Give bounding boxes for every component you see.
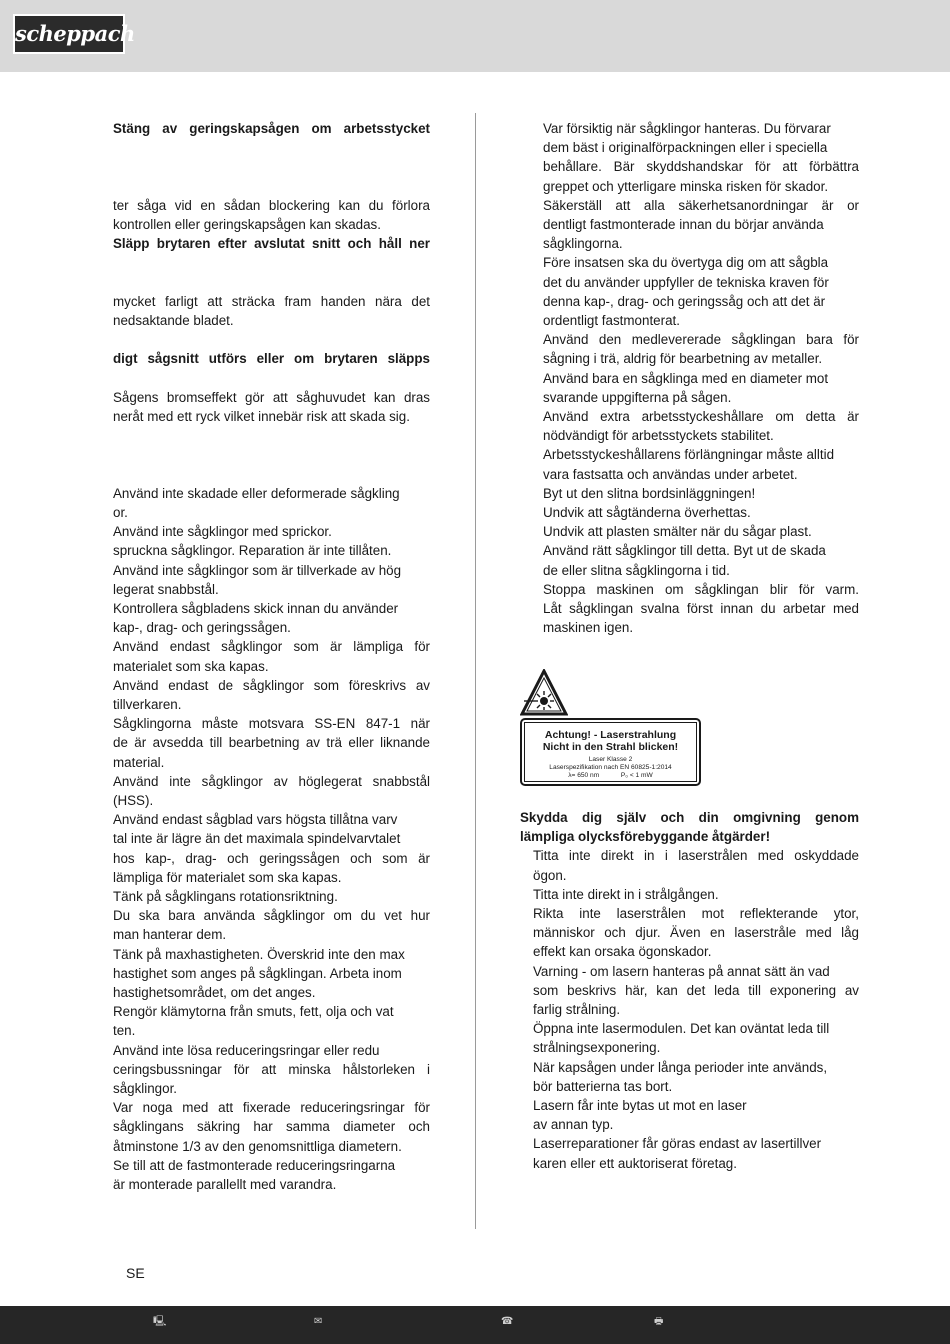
brand-logo: scheppach bbox=[13, 14, 125, 54]
text-line: materialet som ska kapas. bbox=[113, 658, 269, 674]
text-line: digt sågsnitt utförs eller om brytaren släpps bbox=[113, 351, 430, 367]
text-line: nödvändigt för arbetsstyckets stabilitet. bbox=[543, 428, 774, 444]
text-line: Använd endast sågblad vars högsta tillåtna varv bbox=[113, 812, 398, 828]
text-line: sågklingorna. bbox=[543, 236, 623, 252]
laser-label-line2: Nicht in den Strahl blicken! bbox=[542, 741, 679, 753]
text-line: behållare. Bär skyddshandskar för att förbättra bbox=[543, 159, 859, 175]
laser-warning-icon bbox=[520, 669, 568, 717]
text-line: Varning - om lasern hanteras på annat sätt än vad bbox=[533, 963, 830, 979]
text-line: denna kap-, drag- och geringssåg och att det är bbox=[543, 293, 826, 309]
text-line: Öppna inte lasermodulen. Det kan oväntat leda till bbox=[533, 1021, 830, 1037]
text-line: Tänk på sågklingans rotationsriktning. bbox=[113, 889, 338, 905]
text-line: lämpliga för materialet som ska kapas. bbox=[113, 869, 342, 885]
text-line: hastighet som anges på sågklingan. Arbeta inom bbox=[113, 965, 402, 981]
text-line: Var försiktig när sågklingor hanteras. Du förvarar bbox=[543, 121, 831, 136]
text-line: Använd inte sågklingor med sprickor. bbox=[113, 524, 332, 540]
laser-label-line4: Laserspezifikation nach EN 60825-1:2014 bbox=[549, 764, 672, 771]
text-line: Tänk på maxhastigheten. Överskrid inte den max bbox=[113, 946, 405, 962]
text-line: material. bbox=[113, 754, 165, 770]
text-line: När kapsågen under långa perioder inte används, bbox=[533, 1059, 828, 1075]
paragraph-spacer bbox=[113, 138, 430, 196]
text-line: Du ska bara använda sågklingor om du vet hur bbox=[113, 908, 430, 924]
text-line: det du använder uppfyller de tekniska kraven för bbox=[543, 274, 829, 290]
text-line: tillverkaren. bbox=[113, 697, 182, 713]
text-line: Titta inte direkt in i strålgången. bbox=[533, 886, 719, 902]
text-line: farlig strålning. bbox=[533, 1002, 621, 1018]
text-line: legerat snabbstål. bbox=[113, 581, 219, 597]
laser-warning-label bbox=[520, 718, 701, 786]
text-line: Låt sågklingan svalna först innan du arbetar med bbox=[543, 601, 859, 617]
text-line: maskinen igen. bbox=[543, 620, 634, 636]
text-line: Sågens bromseffekt gör att såghuvudet kan dras bbox=[113, 389, 430, 405]
text-line: Arbetsstyckeshållarens förlängningar måste alltid bbox=[543, 447, 835, 463]
text-line: man hanterar dem. bbox=[113, 927, 227, 943]
text-line: or. bbox=[113, 504, 128, 520]
text-line: är monterade parallellt med varandra. bbox=[113, 1177, 337, 1193]
text-line: sågklingor. bbox=[113, 1081, 178, 1097]
text-line: Rengör klämytorna från smuts, fett, olja och vat bbox=[113, 1004, 394, 1020]
text-line: Stoppa maskinen om sågklingan blir för varm. bbox=[543, 581, 859, 597]
text-line: ceringsbussningar för att minska hålstorleken i bbox=[113, 1061, 430, 1077]
text-line: Se till att de fastmonterade reduceringsringarna bbox=[113, 1157, 396, 1173]
text-line: hos kap-, drag- och geringssågen och som är bbox=[113, 850, 430, 866]
text-line: strålningsexponering. bbox=[533, 1040, 661, 1056]
right-column-top bbox=[543, 119, 859, 637]
text-line: hastighetsområdet, om det anges. bbox=[113, 985, 316, 1001]
laser-label-line5 bbox=[525, 772, 696, 780]
text-line: kap-, drag- och geringssågen. bbox=[113, 620, 291, 636]
text-line: Skydda dig själv och din omgivning genom bbox=[520, 810, 859, 825]
text-line: som beskrivs här, kan det leda till exponering av bbox=[533, 982, 859, 998]
text-line: Sågklingorna måste motsvara SS-EN 847-1 när bbox=[113, 716, 430, 732]
text-line: Lasern får inte bytas ut mot en laser bbox=[533, 1098, 747, 1114]
laser-power: P₀ < 1 mW bbox=[620, 772, 653, 779]
text-line: Använd extra arbetsstyckeshållare om detta är bbox=[543, 409, 859, 425]
phone-icon: ☎ bbox=[501, 1316, 514, 1327]
left-column bbox=[113, 119, 430, 1194]
text-line: greppet och ytterligare minska risken för skador. bbox=[543, 178, 829, 194]
text-line: Använd inte sågklingor av höglegerat snabbstål bbox=[113, 773, 430, 789]
page-language-code: SE bbox=[126, 1265, 145, 1281]
text-line: vara fastsatta och användas under arbetet. bbox=[543, 466, 798, 482]
text-line: nedsaktande bladet. bbox=[113, 313, 234, 328]
column-divider bbox=[475, 113, 476, 1229]
text-line: Använd inte skadade eller deformerade sågkling bbox=[113, 485, 400, 501]
text-line: Använd bara en sågklinga med en diameter mot bbox=[543, 370, 829, 386]
text-line: ter såga vid en sådan blockering kan du förlora bbox=[113, 197, 430, 213]
text-line: spruckna sågklingor. Reparation är inte tillåten. bbox=[113, 543, 392, 559]
laser-wavelength: λ= 650 nm bbox=[568, 772, 600, 779]
text-line: de eller slitna sågklingorna i tid. bbox=[543, 562, 730, 578]
text-line: Före insatsen ska du övertyga dig om att sågbla bbox=[543, 255, 829, 271]
text-line: Använd inte lösa reduceringsringar eller redu bbox=[113, 1042, 380, 1058]
text-line: bör batterierna tas bort. bbox=[533, 1078, 673, 1094]
text-line: de är avsedda till bearbetning av trä eller liknande bbox=[113, 735, 430, 751]
text-line: sågklingans säkring har samma diameter och bbox=[113, 1119, 430, 1135]
text-line: kontrollen eller geringskapsågen kan skadas. bbox=[113, 217, 381, 232]
text-line: tal inte är lägre än det maximala spindelvarvtalet bbox=[113, 831, 401, 847]
text-line: ten. bbox=[113, 1023, 136, 1039]
text-line: Använd endast sågklingor som är lämpliga för bbox=[113, 639, 430, 655]
right-column-bottom bbox=[520, 808, 859, 1173]
text-line: Säkerställ att alla säkerhetsanordningar är or bbox=[543, 197, 859, 213]
text-line: Stäng av geringskapsågen om arbetsstycket bbox=[113, 121, 430, 136]
fax-icon: 🖶 bbox=[654, 1316, 664, 1327]
text-line: Laserreparationer får göras endast av lasertillver bbox=[533, 1136, 822, 1152]
text-line: lämpliga olycksförebyggande åtgärder! bbox=[520, 829, 771, 845]
text-line: dem bäst i originalförpackningen eller i speciella bbox=[543, 140, 828, 156]
text-line: effekt kan orsaka ögonskador. bbox=[533, 944, 712, 960]
text-line: Var noga med att fixerade reduceringsringar för bbox=[113, 1100, 430, 1116]
text-line: människor och djur. Även en laserstråle med låg bbox=[533, 925, 859, 941]
paragraph-spacer bbox=[113, 426, 430, 484]
text-line: av annan typ. bbox=[533, 1117, 614, 1133]
text-line: sågning i trä, aldrig för bearbetning av metaller. bbox=[543, 351, 823, 367]
text-line: Använd inte sågklingor som är tillverkade av hög bbox=[113, 562, 402, 578]
text-line: ordentligt fastmonterat. bbox=[543, 313, 680, 329]
text-line: mycket farligt att sträcka fram handen nära det bbox=[113, 293, 430, 309]
text-line: Undvik att sågtänderna överhettas. bbox=[543, 505, 751, 521]
text-line: Titta inte direkt in i laserstrålen med oskyddade bbox=[533, 848, 859, 864]
paragraph-spacer bbox=[113, 369, 430, 388]
text-line: ögon. bbox=[533, 867, 567, 883]
text-line: Släpp brytaren efter avslutat snitt och håll ner bbox=[113, 236, 430, 252]
text-line: Kontrollera sågbladens skick innan du använder bbox=[113, 601, 399, 616]
text-line: åtminstone 1/3 av den genomsnittliga diametern. bbox=[113, 1138, 402, 1154]
text-line: svarande uppgifterna på sågen. bbox=[543, 389, 732, 405]
text-line: Använd den medlevererade sågklingan bara för bbox=[543, 332, 859, 348]
text-line: (HSS). bbox=[113, 793, 154, 809]
mail-icon: ✉ bbox=[314, 1316, 323, 1327]
paragraph-spacer bbox=[113, 253, 430, 291]
text-line: neråt med ett ryck vilket innebär risk att skada sig. bbox=[113, 408, 410, 424]
paragraph-spacer bbox=[113, 330, 430, 349]
text-line: karen eller ett auktoriserat företag. bbox=[533, 1155, 737, 1171]
text-line: Använd endast de sågklingor som föreskrivs av bbox=[113, 677, 430, 693]
text-line: Undvik att plasten smälter när du sågar plast. bbox=[543, 524, 812, 540]
text-line: Byt ut den slitna bordsinläggningen! bbox=[543, 485, 756, 501]
page-header bbox=[0, 0, 950, 72]
text-line: Rikta inte laserstrålen mot reflekterande ytor, bbox=[533, 906, 859, 922]
laser-label-line3: Laser Klasse 2 bbox=[588, 756, 633, 763]
text-line: Använd rätt sågklingor till detta. Byt ut de skada bbox=[543, 543, 826, 559]
laser-label-line1: Achtung! - Laserstrahlung bbox=[544, 729, 677, 741]
monitor-icon: 🖳 bbox=[153, 1316, 167, 1327]
page-footer bbox=[0, 1306, 950, 1344]
text-line: dentligt fastmonterade innan du börjar använda bbox=[543, 217, 824, 233]
